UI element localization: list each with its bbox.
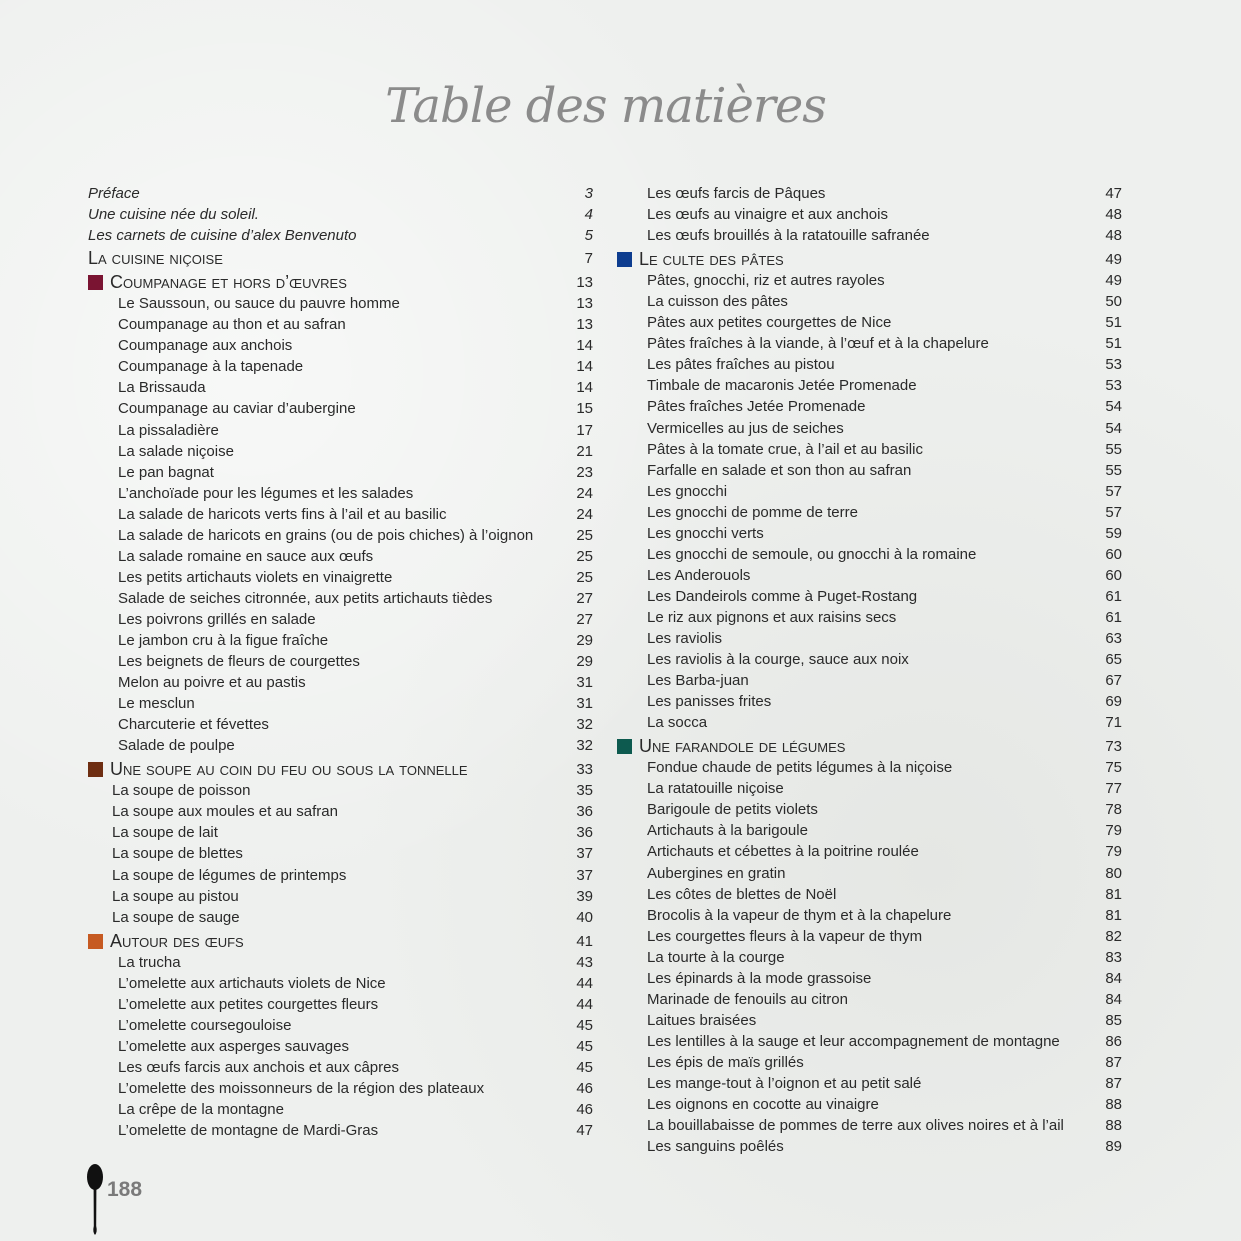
toc-entry-title: La soupe de blettes bbox=[112, 845, 243, 863]
toc-entry-page: 13 bbox=[576, 316, 593, 334]
toc-entry bbox=[88, 1015, 593, 1036]
toc-entry bbox=[617, 905, 1122, 926]
toc-entry-page: 4 bbox=[584, 206, 593, 224]
toc-entry-title: Les Dandeirols comme à Puget-Rostang bbox=[647, 587, 918, 605]
toc-entry-page: 71 bbox=[1105, 714, 1122, 732]
toc-entry bbox=[617, 799, 1122, 820]
toc-entry-title: Les côtes de blettes de Noël bbox=[647, 885, 837, 903]
toc-entry bbox=[617, 884, 1122, 905]
toc-entry bbox=[88, 1078, 593, 1099]
toc-entry-page: 48 bbox=[1105, 206, 1122, 224]
toc-entry bbox=[617, 544, 1122, 565]
toc-entry bbox=[617, 1136, 1122, 1157]
toc-entry bbox=[88, 567, 593, 588]
toc-entry-page: 87 bbox=[1105, 1074, 1122, 1092]
toc-entry-title: Préface bbox=[88, 185, 140, 202]
toc-entry bbox=[617, 670, 1122, 691]
toc-entry bbox=[88, 994, 593, 1015]
toc-entry bbox=[88, 588, 593, 609]
toc-entry-page: 44 bbox=[576, 974, 593, 992]
section-color-marker bbox=[88, 934, 103, 949]
toc-entry-page: 23 bbox=[576, 463, 593, 481]
toc-entry-title: La salade romaine en sauce aux œufs bbox=[118, 547, 374, 565]
toc-entry-title: Vermicelles au jus de seiches bbox=[647, 419, 844, 437]
toc-entry-page: 88 bbox=[1105, 1096, 1122, 1114]
toc-entry bbox=[88, 672, 593, 693]
toc-entry-title: L’omelette aux asperges sauvages bbox=[118, 1037, 349, 1055]
toc-entry-title: Les sanguins poêlés bbox=[647, 1138, 784, 1156]
toc-entry-page: 65 bbox=[1105, 651, 1122, 669]
toc-entry bbox=[88, 504, 593, 525]
toc-entry bbox=[617, 757, 1122, 778]
toc-entry bbox=[88, 735, 593, 756]
toc-entry-page: 31 bbox=[576, 695, 593, 713]
toc-entry-title: La socca bbox=[647, 714, 708, 732]
toc-entry-title: La trucha bbox=[118, 953, 181, 971]
toc-entry bbox=[617, 502, 1122, 523]
toc-entry-page: 17 bbox=[576, 421, 593, 439]
section-color-marker bbox=[617, 252, 632, 267]
toc-entry bbox=[617, 354, 1122, 375]
toc-entry-page: 3 bbox=[584, 185, 593, 202]
toc-entry bbox=[617, 607, 1122, 628]
toc-entry-page: 59 bbox=[1105, 524, 1122, 542]
toc-entry-title: Les lentilles à la sauge et leur accompagnement de montagne bbox=[647, 1032, 1060, 1050]
toc-entry bbox=[617, 1052, 1122, 1073]
toc-entry bbox=[617, 396, 1122, 417]
toc-entry bbox=[617, 628, 1122, 649]
toc-entry bbox=[88, 907, 593, 928]
toc-entry bbox=[617, 439, 1122, 460]
toc-entry-page: 14 bbox=[576, 337, 593, 355]
toc-entry-page: 32 bbox=[576, 737, 593, 755]
toc-entry-title: Artichauts et cébettes à la poitrine roulée bbox=[647, 843, 919, 861]
toc-entry-page: 73 bbox=[1105, 738, 1122, 756]
toc-entry-page: 60 bbox=[1105, 545, 1122, 563]
toc-entry-page: 39 bbox=[576, 887, 593, 905]
toc-entry bbox=[617, 270, 1122, 291]
toc-entry-page: 51 bbox=[1105, 314, 1122, 332]
toc-entry-title: La tourte à la courge bbox=[647, 948, 785, 966]
toc-entry bbox=[88, 462, 593, 483]
toc-entry-page: 24 bbox=[576, 484, 593, 502]
toc-entry-title: Les poivrons grillés en salade bbox=[118, 610, 316, 628]
toc-entry bbox=[88, 952, 593, 973]
toc-entry-title: La bouillabaisse de pommes de terre aux olives noires et à l’ail bbox=[647, 1117, 1064, 1135]
toc-entry-page: 85 bbox=[1105, 1011, 1122, 1029]
toc-entry-title: Les œufs brouillés à la ratatouille safranée bbox=[647, 227, 930, 245]
toc-entry-title: Le riz aux pignons et aux raisins secs bbox=[647, 608, 897, 626]
toc-entry-page: 61 bbox=[1105, 587, 1122, 605]
toc-entry-page: 49 bbox=[1105, 251, 1122, 269]
toc-section-heading bbox=[88, 759, 593, 780]
toc-entry-page: 57 bbox=[1105, 482, 1122, 500]
toc-entry bbox=[88, 183, 593, 204]
toc-entry-title: Les Anderouols bbox=[647, 566, 751, 584]
toc-entry bbox=[617, 312, 1122, 333]
toc-entry-title: L’omelette coursegouloise bbox=[118, 1016, 292, 1034]
toc-entry bbox=[617, 418, 1122, 439]
toc-entry-page: 7 bbox=[584, 250, 593, 268]
toc-entry-page: 49 bbox=[1105, 272, 1122, 290]
toc-entry bbox=[88, 377, 593, 398]
toc-entry bbox=[88, 420, 593, 441]
toc-entry-title: Les Barba-juan bbox=[647, 672, 749, 690]
toc-entry-page: 25 bbox=[576, 547, 593, 565]
toc-entry-title: Barigoule de petits violets bbox=[647, 801, 818, 819]
toc-entry-title: Timbale de macaronis Jetée Promenade bbox=[647, 377, 917, 395]
toc-entry-page: 47 bbox=[576, 1122, 593, 1140]
toc-entry-page: 87 bbox=[1105, 1053, 1122, 1071]
toc-entry-title: Les raviolis à la courge, sauce aux noix bbox=[647, 651, 909, 669]
toc-entry-page: 57 bbox=[1105, 503, 1122, 521]
toc-entry bbox=[88, 225, 593, 246]
toc-entry bbox=[88, 293, 593, 314]
toc-entry-page: 61 bbox=[1105, 608, 1122, 626]
toc-entry-title: La salade niçoise bbox=[118, 442, 234, 460]
toc-entry bbox=[88, 314, 593, 335]
toc-entry bbox=[617, 225, 1122, 246]
toc-entry bbox=[88, 780, 593, 801]
toc-entry-title: La soupe de légumes de printemps bbox=[112, 866, 347, 884]
toc-entry bbox=[617, 820, 1122, 841]
toc-entry-page: 77 bbox=[1105, 780, 1122, 798]
toc-entry-title: Autour des œufs bbox=[110, 930, 244, 951]
toc-entry-page: 37 bbox=[576, 845, 593, 863]
toc-entry-page: 86 bbox=[1105, 1032, 1122, 1050]
toc-entry-page: 27 bbox=[576, 589, 593, 607]
toc-entry-title: Coumpanage à la tapenade bbox=[118, 358, 304, 376]
toc-entry-title: Les œufs au vinaigre et aux anchois bbox=[647, 206, 888, 224]
toc-entry bbox=[617, 712, 1122, 733]
toc-entry-title: Marinade de fenouils au citron bbox=[647, 990, 848, 1008]
toc-entry-page: 79 bbox=[1105, 822, 1122, 840]
toc-section-heading bbox=[88, 272, 593, 293]
toc-entry-title: La pissaladière bbox=[118, 421, 219, 439]
toc-entry-title: La Brissauda bbox=[118, 379, 206, 397]
toc-entry-title: Coumpanage aux anchois bbox=[118, 337, 293, 355]
toc-entry bbox=[88, 483, 593, 504]
toc-entry-page: 55 bbox=[1105, 440, 1122, 458]
toc-entry-title: Les œufs farcis de Pâques bbox=[647, 185, 826, 202]
toc-entry-page: 48 bbox=[1105, 227, 1122, 245]
toc-entry-page: 89 bbox=[1105, 1138, 1122, 1156]
spoon-icon bbox=[85, 1164, 105, 1236]
toc-entry bbox=[617, 926, 1122, 947]
toc-entry-title: La soupe de poisson bbox=[112, 782, 251, 800]
toc-entry bbox=[617, 649, 1122, 670]
toc-entry-title: La ratatouille niçoise bbox=[647, 780, 784, 798]
toc-entry bbox=[617, 841, 1122, 862]
toc-entry-title: Pâtes fraîches à la viande, à l’œuf et à la chapelure bbox=[647, 335, 989, 353]
toc-entry-page: 45 bbox=[576, 1058, 593, 1076]
toc-entry bbox=[88, 609, 593, 630]
toc-entry-page: 13 bbox=[576, 295, 593, 313]
toc-entry-page: 81 bbox=[1105, 885, 1122, 903]
toc-entry bbox=[88, 335, 593, 356]
toc-entry-title: Charcuterie et févettes bbox=[118, 716, 269, 734]
toc-entry bbox=[88, 398, 593, 419]
toc-entry bbox=[88, 822, 593, 843]
toc-entry-title: Les carnets de cuisine d’alex Benvenuto bbox=[88, 227, 357, 245]
toc-entry-page: 43 bbox=[576, 953, 593, 971]
toc-entry bbox=[617, 565, 1122, 586]
section-color-marker bbox=[88, 275, 103, 290]
toc-entry-page: 55 bbox=[1105, 461, 1122, 479]
page-number: 188 bbox=[107, 1178, 143, 1201]
toc-entry bbox=[88, 441, 593, 462]
toc-entry bbox=[617, 691, 1122, 712]
toc-entry-title: L’omelette aux petites courgettes fleurs bbox=[118, 995, 379, 1013]
toc-entry bbox=[88, 630, 593, 651]
toc-entry-title: Les gnocchi de semoule, ou gnocchi à la romaine bbox=[647, 545, 977, 563]
toc-entry-title: Les mange-tout à l’oignon et au petit salé bbox=[647, 1074, 922, 1092]
toc-entry-page: 45 bbox=[576, 1037, 593, 1055]
toc-entry-title: La salade de haricots en grains (ou de pois chiches) à l’oignon bbox=[118, 526, 534, 544]
toc-entry-title: L’omelette des moissonneurs de la région des plateaux bbox=[118, 1079, 485, 1097]
toc-entry-title: Les épinards à la mode grassoise bbox=[647, 969, 872, 987]
toc-entry-page: 84 bbox=[1105, 969, 1122, 987]
toc-entry-title: La soupe de sauge bbox=[112, 908, 240, 926]
toc-entry bbox=[88, 1099, 593, 1120]
toc-part-heading bbox=[88, 248, 593, 269]
toc-entry-page: 53 bbox=[1105, 377, 1122, 395]
toc-entry bbox=[617, 333, 1122, 354]
toc-entry bbox=[617, 523, 1122, 544]
toc-entry-page: 60 bbox=[1105, 566, 1122, 584]
toc-entry-page: 25 bbox=[576, 526, 593, 544]
toc-entry-page: 33 bbox=[576, 761, 593, 779]
toc-entry-page: 5 bbox=[584, 227, 593, 245]
toc-column-right bbox=[617, 183, 1122, 1157]
toc-entry-page: 14 bbox=[576, 379, 593, 397]
toc-entry bbox=[88, 356, 593, 377]
toc-entry-page: 54 bbox=[1105, 419, 1122, 437]
toc-entry-title: Les petits artichauts violets en vinaigrette bbox=[118, 568, 393, 586]
toc-entry-page: 81 bbox=[1105, 906, 1122, 924]
toc-entry-page: 83 bbox=[1105, 948, 1122, 966]
toc-entry-title: Les gnocchi de pomme de terre bbox=[647, 503, 858, 521]
toc-entry-page: 35 bbox=[576, 782, 593, 800]
toc-entry-title: Les beignets de fleurs de courgettes bbox=[118, 653, 360, 671]
page-title: Table des matières bbox=[385, 78, 826, 134]
toc-entry bbox=[88, 801, 593, 822]
toc-entry bbox=[88, 693, 593, 714]
toc-entry-title: Coumpanage et hors d’œuvres bbox=[110, 272, 347, 293]
toc-entry-title: Les panisses frites bbox=[647, 693, 772, 711]
toc-entry-title: Les gnocchi verts bbox=[647, 524, 764, 542]
section-color-marker bbox=[88, 762, 103, 777]
toc-entry bbox=[617, 1031, 1122, 1052]
toc-entry-page: 14 bbox=[576, 358, 593, 376]
toc-section-heading bbox=[617, 249, 1122, 270]
toc-entry-title: La salade de haricots verts fins à l’ail et au basilic bbox=[118, 505, 447, 523]
toc-entry-title: Une farandole de légumes bbox=[639, 736, 846, 757]
toc-entry-title: Farfalle en salade et son thon au safran bbox=[647, 461, 912, 479]
toc-entry-page: 36 bbox=[576, 803, 593, 821]
toc-entry-title: La soupe au pistou bbox=[112, 887, 239, 905]
toc-entry-page: 15 bbox=[576, 400, 593, 418]
toc-entry-page: 45 bbox=[576, 1016, 593, 1034]
toc-entry-page: 46 bbox=[576, 1079, 593, 1097]
toc-entry-page: 27 bbox=[576, 610, 593, 628]
toc-entry-title: L’omelette de montagne de Mardi-Gras bbox=[118, 1122, 379, 1140]
toc-entry-page: 29 bbox=[576, 653, 593, 671]
toc-entry bbox=[88, 1120, 593, 1141]
toc-section-heading bbox=[88, 931, 593, 952]
toc-entry-page: 46 bbox=[576, 1101, 593, 1119]
toc-entry bbox=[617, 1010, 1122, 1031]
toc-entry bbox=[617, 375, 1122, 396]
toc-entry-page: 44 bbox=[576, 995, 593, 1013]
toc-entry-title: Pâtes, gnocchi, riz et autres rayoles bbox=[647, 272, 885, 290]
toc-entry bbox=[88, 525, 593, 546]
toc-entry bbox=[617, 460, 1122, 481]
toc-entry bbox=[88, 973, 593, 994]
toc-entry-page: 41 bbox=[576, 932, 593, 950]
toc-entry-page: 53 bbox=[1105, 356, 1122, 374]
toc-entry-page: 75 bbox=[1105, 759, 1122, 777]
toc-entry-page: 32 bbox=[576, 716, 593, 734]
toc-entry-title: Une soupe au coin du feu ou sous la tonnelle bbox=[110, 759, 468, 780]
toc-entry-title: Brocolis à la vapeur de thym et à la chapelure bbox=[647, 906, 952, 924]
toc-entry-title: La cuisson des pâtes bbox=[647, 293, 788, 311]
toc-entry bbox=[88, 1057, 593, 1078]
toc-entry-page: 50 bbox=[1105, 293, 1122, 311]
toc-entry bbox=[617, 183, 1122, 204]
toc-entry-title: Les gnocchi bbox=[647, 482, 728, 500]
toc-entry-title: Les oignons en cocotte au vinaigre bbox=[647, 1096, 879, 1114]
toc-entry-title: L’omelette aux artichauts violets de Nice bbox=[118, 974, 386, 992]
toc-entry-page: 37 bbox=[576, 866, 593, 884]
toc-entry-title: Le Saussoun, ou sauce du pauvre homme bbox=[118, 295, 400, 313]
toc-entry-title: Coumpanage au caviar d’aubergine bbox=[118, 400, 356, 418]
toc-entry-title: Melon au poivre et au pastis bbox=[118, 674, 306, 692]
toc-entry bbox=[617, 1115, 1122, 1136]
toc-entry-title: Pâtes aux petites courgettes de Nice bbox=[647, 314, 892, 332]
toc-entry bbox=[617, 291, 1122, 312]
toc-entry-title: Laitues braisées bbox=[647, 1011, 757, 1029]
toc-entry-page: 88 bbox=[1105, 1117, 1122, 1135]
toc-section-heading bbox=[617, 736, 1122, 757]
toc-entry-title: Les œufs farcis aux anchois et aux câpres bbox=[118, 1058, 399, 1076]
toc-entry-page: 67 bbox=[1105, 672, 1122, 690]
toc-entry bbox=[88, 651, 593, 672]
toc-entry bbox=[617, 863, 1122, 884]
toc-entry bbox=[88, 886, 593, 907]
toc-entry-page: 21 bbox=[576, 442, 593, 460]
toc-entry bbox=[88, 204, 593, 225]
toc-entry-page: 54 bbox=[1105, 398, 1122, 416]
toc-entry bbox=[617, 1073, 1122, 1094]
toc-entry bbox=[88, 1036, 593, 1057]
toc-entry-title: La soupe aux moules et au safran bbox=[112, 803, 338, 821]
toc-entry-page: 40 bbox=[576, 908, 593, 926]
toc-entry-title: Salade de seiches citronnée, aux petits artichauts tièdes bbox=[118, 589, 493, 607]
toc-entry bbox=[617, 989, 1122, 1010]
toc-entry bbox=[88, 546, 593, 567]
toc-entry-title: Les épis de maïs grillés bbox=[647, 1053, 804, 1071]
toc-entry-page: 29 bbox=[576, 631, 593, 649]
toc-entry-page: 84 bbox=[1105, 990, 1122, 1008]
toc-entry-title: La cuisine niçoise bbox=[88, 248, 223, 269]
toc-entry-title: La crêpe de la montagne bbox=[118, 1101, 284, 1119]
toc-entry-title: Le mesclun bbox=[118, 695, 195, 713]
toc-entry bbox=[617, 204, 1122, 225]
toc-entry bbox=[617, 968, 1122, 989]
toc-entry-page: 25 bbox=[576, 568, 593, 586]
toc-entry-title: Une cuisine née du soleil. bbox=[88, 206, 259, 224]
toc-entry bbox=[88, 865, 593, 886]
toc-entry bbox=[617, 481, 1122, 502]
toc-entry-page: 31 bbox=[576, 674, 593, 692]
section-color-marker bbox=[617, 739, 632, 754]
toc-entry-page: 47 bbox=[1105, 185, 1122, 202]
toc-entry-title: La soupe de lait bbox=[112, 824, 218, 842]
toc-entry bbox=[617, 586, 1122, 607]
toc-entry-title: Fondue chaude de petits légumes à la niçoise bbox=[647, 759, 953, 777]
toc-entry-page: 24 bbox=[576, 505, 593, 523]
toc-entry-title: Pâtes fraîches Jetée Promenade bbox=[647, 398, 866, 416]
toc-entry bbox=[88, 714, 593, 735]
toc-entry bbox=[617, 1094, 1122, 1115]
toc-entry-title: Les courgettes fleurs à la vapeur de thym bbox=[647, 927, 923, 945]
toc-entry-title: Les raviolis bbox=[647, 629, 723, 647]
toc-column-left bbox=[88, 183, 593, 1141]
toc-entry-page: 51 bbox=[1105, 335, 1122, 353]
toc-entry-page: 69 bbox=[1105, 693, 1122, 711]
toc-entry bbox=[617, 778, 1122, 799]
toc-entry-title: Aubergines en gratin bbox=[647, 864, 786, 882]
toc-entry-title: Les pâtes fraîches au pistou bbox=[647, 356, 835, 374]
toc-entry bbox=[88, 843, 593, 864]
toc-entry-title: Pâtes à la tomate crue, à l’ail et au basilic bbox=[647, 440, 923, 458]
toc-entry-page: 79 bbox=[1105, 843, 1122, 861]
toc-entry-title: Le culte des pâtes bbox=[639, 249, 784, 270]
toc-entry-title: Le pan bagnat bbox=[118, 463, 214, 481]
toc-entry-title: Coumpanage au thon et au safran bbox=[118, 316, 346, 334]
toc-entry-page: 78 bbox=[1105, 801, 1122, 819]
toc-entry-title: Salade de poulpe bbox=[118, 737, 235, 755]
toc-entry bbox=[617, 947, 1122, 968]
toc-entry-page: 36 bbox=[576, 824, 593, 842]
toc-entry-page: 63 bbox=[1105, 629, 1122, 647]
toc-entry-page: 13 bbox=[576, 274, 593, 292]
toc-entry-page: 80 bbox=[1105, 864, 1122, 882]
toc-entry-page: 82 bbox=[1105, 927, 1122, 945]
toc-entry-title: L’anchoïade pour les légumes et les salades bbox=[118, 484, 414, 502]
toc-entry-title: Artichauts à la barigoule bbox=[647, 822, 808, 840]
toc-entry-title: Le jambon cru à la figue fraîche bbox=[118, 631, 329, 649]
